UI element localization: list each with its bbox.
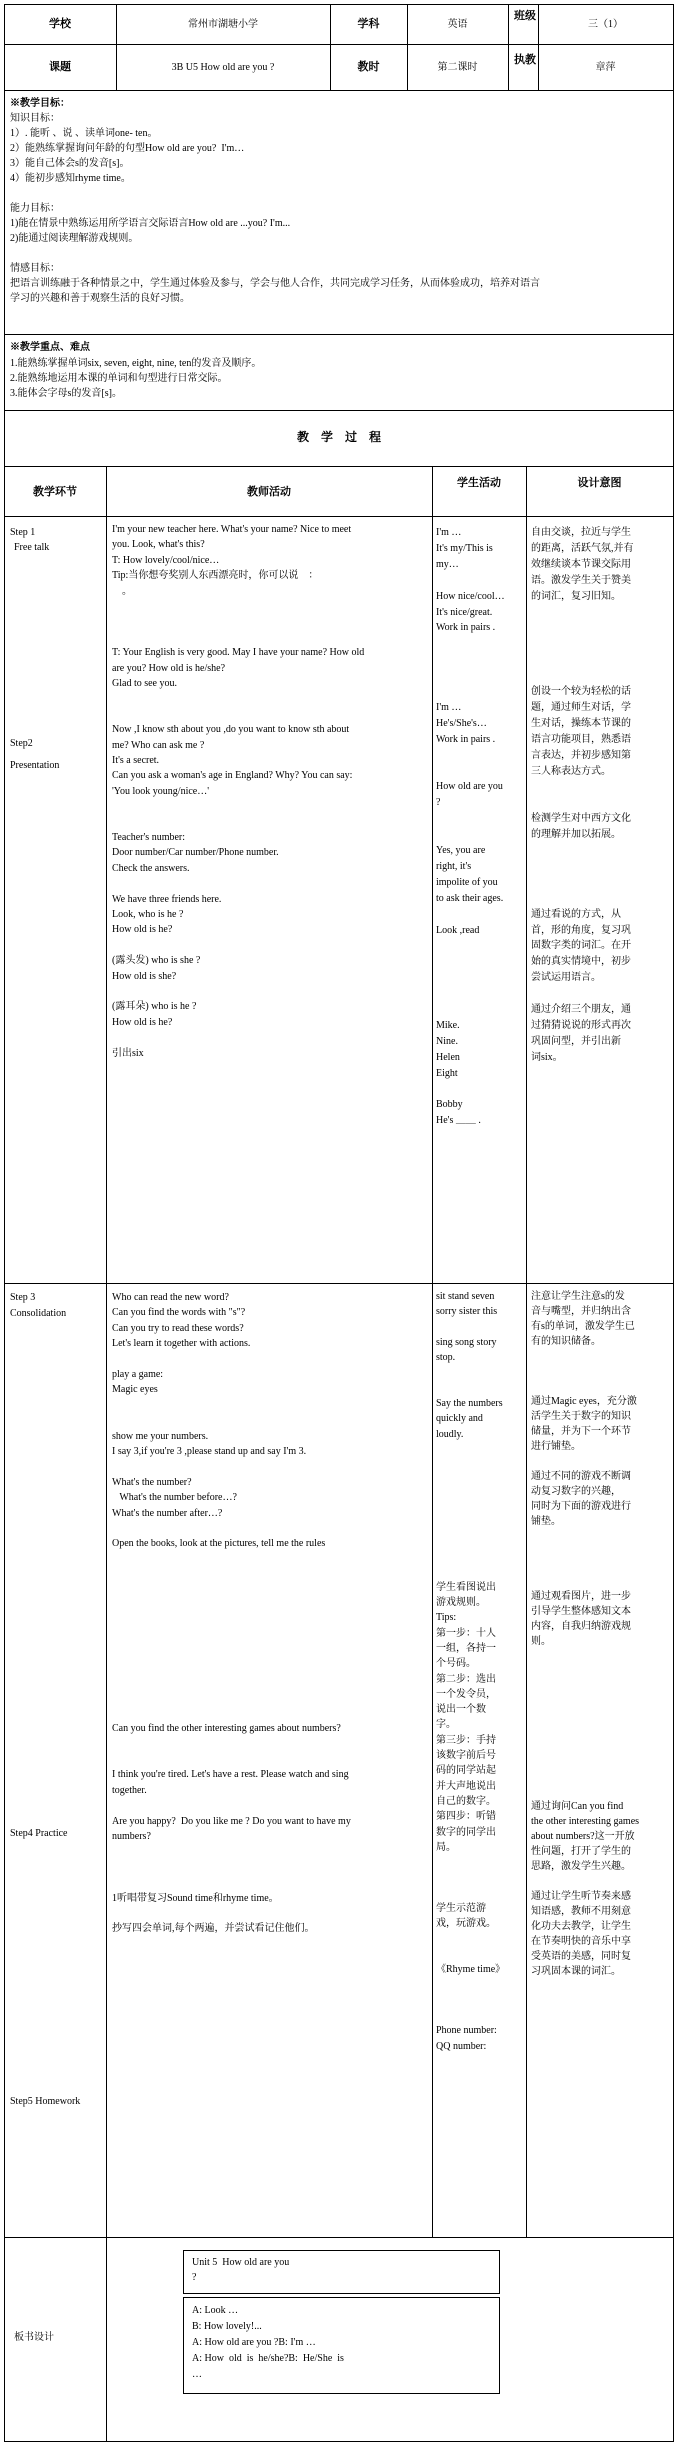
teacher-block1-line: you. Look, what's this? [112,539,205,551]
student-block2-line: 第四步：听错 [436,1811,496,1823]
topic-value: 3B U5 How old are you ? [171,62,275,73]
teacher-block1-line: me? Who can ask me ? [112,739,205,751]
process-title: 教 学 过 程 [296,430,381,444]
student-block2-line: 戏，玩游戏。 [436,1918,496,1930]
design-block1-line: 的距离，活跃气氛,并有 [531,542,634,554]
col-header-step: 教学环节 [33,486,77,498]
design-block1-line: 巩固问型，并引出新 [531,1035,621,1047]
student-block1-line: I'm … [436,701,462,713]
student-block1-line: my… [436,558,459,570]
design-block2-line: 动复习数字的兴趣， [531,1486,621,1497]
board-dialogue-line: B: How lovely!... [192,2321,262,2332]
topic-label: 课题 [49,61,71,73]
design-block2-line: 则。 [531,1636,551,1647]
step5-label: Step5 Homework [10,2096,81,2107]
teacher-block2-line: show me your numbers. [112,1430,209,1442]
teacher-block1-line: Door number/Car number/Phone number. [112,847,279,859]
design-block1-line: 的理解并加以拓展。 [531,829,621,841]
student-block2-line: 码的同学站起 [436,1765,496,1777]
teacher-block2-line: play a game: [112,1369,164,1380]
design-block1-line: 词six。 [531,1051,563,1063]
teacher-block2-line: I say 3,if you're 3 ,please stand up and say I'm 3. [112,1446,307,1457]
teacher-block1-line: I'm your new teacher here. What's your name? Nice to meet [112,524,352,535]
board-title-box [183,2250,500,2294]
teacher-block1-line: Check the answers. [112,862,190,874]
student-block1-line: It's nice/great. [436,606,493,618]
class-label: 班级 [514,10,536,22]
board-dialogue-line: A: How old is he/she?B: He/She is [192,2353,344,2364]
teacher-block2-line: I think you're tired. Let's have a rest. Please watch and sing [112,1769,349,1781]
goal-line: 1）. 能听 、说 、读单词one- ten。 [10,128,158,139]
teacher-block2-line: Open the books, look at the pictures, tell me the rules [112,1538,326,1550]
goal-line: 知识目标： [10,113,60,124]
student-block1-line: Helen [436,1051,460,1063]
student-block1-line: to ask their ages. [436,892,504,904]
teacher-block1-line: T: How lovely/cool/nice… [112,554,220,566]
key-point-line: 2.能熟练地运用本课的单词和句型进行日常交际。 [10,373,228,384]
student-block1-line: right, it's [436,860,472,872]
step4-label: Step4 Practice [10,1828,68,1839]
teacher-label: 执教 [514,54,536,66]
design-block2-line: 引导学生整体感知文本 [531,1606,631,1617]
student-block1-line: Look ,read [436,924,480,936]
goal-line: 把语言训练融于各种情景之中，学生通过体验及参与，学会与他人合作，共同完成学习任务，从而体验成功，培养对语言 [10,278,540,289]
student-block2-line: QQ number: [436,2040,487,2052]
goal-line: 2）能熟练掌握询问年龄的句型How old are you? I'm… [10,143,245,154]
teacher-block1-line: 'You look young/nice…' [112,785,210,797]
design-block2-line: 通过Magic eyes，充分激 [531,1396,637,1407]
teacher-block1-line: (露头发) who is she ? [112,955,201,967]
col-header-teacher: 教师活动 [247,486,291,498]
teacher-block1-line: Look, who is he ? [112,909,184,920]
design-block1-line: 首，形的角度，复习巩 [531,924,631,936]
design-block2-line: 音与嘴型，并归纳出含 [531,1306,631,1317]
student-block1-line: Eight [436,1067,458,1079]
period-value: 第二课时 [437,62,478,73]
design-block1-line: 自由交谈，拉近与学生 [531,527,631,538]
design-block2-line: about numbers?这一开放 [531,1831,635,1842]
design-block1-line: 生对话，操练本节课的 [531,717,631,729]
design-block1-line: 通过看说的方式，从 [531,908,621,920]
design-block2-line: 有的知识储备。 [531,1336,601,1347]
design-block2-line: 化功夫去教学，让学生 [531,1921,631,1932]
student-block2-line: 该数字前后号 [436,1750,496,1761]
teacher-block1-line: We have three friends here. [112,893,222,905]
student-block2-line: 游戏规则。 [436,1597,486,1608]
student-block2-line: sit stand seven [436,1291,495,1302]
student-block2-line: 并大声地说出 [436,1780,496,1792]
student-block1-line: Work in pairs . [436,622,496,634]
school-label: 学校 [49,18,71,30]
teacher-block2-line: What's the number before…? [112,1492,237,1504]
student-block2-line: quickly and [436,1413,483,1425]
design-block2-line: 进行铺垫。 [531,1441,581,1452]
teacher-block1-line: 。 [112,585,132,597]
design-block1-line: 始的真实情境中，初步 [531,956,631,968]
student-block2-line: 第三步：手持 [436,1734,496,1746]
design-block1-line: 言表达，并初步感知第 [531,749,631,761]
step1-label: Step 1 [10,527,36,538]
student-block2-line: loudly. [436,1428,464,1440]
teacher-block2-line: Can you find the words with "s"? [112,1307,246,1319]
student-block1-line: He's ＿＿ . [436,1115,481,1127]
student-block2-line: sorry sister this [436,1306,498,1318]
goals-title: ※教学目标： [10,98,70,109]
step2-label: Step2 [10,738,33,749]
design-block1-line: 语。激发学生关于赞美 [531,574,631,586]
student-block2-line: Say the numbers [436,1398,503,1410]
teacher-block1-line: Glad to see you. [112,678,177,689]
teacher-block1-line: are you? How old is he/she? [112,662,226,674]
student-block1-line: Work in pairs . [436,733,496,745]
student-block1-line: How old are you [436,781,503,793]
design-block1-line: 通过介绍三个朋友，通 [531,1004,631,1015]
student-block2-line: Phone number: [436,2025,497,2037]
key-point-line: 3.能体会字母s的发音[s]。 [10,388,122,399]
col-header-student: 学生活动 [457,477,501,489]
board-title-line: ? [192,2272,197,2283]
teacher-block1-line: Tip:当你想夸奖别人东西漂亮时，你可以说 ： [112,570,319,582]
design-block2-line: 活学生关于数字的知识 [531,1411,631,1422]
step3-name: Consolidation [10,1308,67,1319]
teacher-block1-line: How old is he? [112,924,173,936]
student-block1-line: How nice/cool… [436,590,505,602]
design-block2-line: 储量，并为下一个环节 [531,1426,631,1437]
student-block1-line: Nine. [436,1035,458,1047]
teacher-block2-line: together. [112,1784,147,1796]
teacher-block1-line: It's a secret. [112,755,160,766]
goal-line: 1)能在情景中熟练运用所学语言交际语言How old are ...you? I'm... [10,218,291,229]
student-block2-line: 个号码。 [436,1658,476,1670]
teacher-block2-line: Magic eyes [112,1384,158,1396]
student-block1-line: impolite of you [436,876,498,888]
step1-name: Free talk [14,542,50,553]
student-block1-line: ? [436,797,441,809]
step3-label: Step 3 [10,1292,36,1303]
student-block2-line: sing song story [436,1336,497,1348]
design-block2-line: 有s的单词，激发学生已 [531,1321,635,1332]
student-block2-line: stop. [436,1352,456,1364]
student-block1-line: It's my/This is [436,542,493,554]
design-block1-line: 过猜猜说说的形式再次 [531,1019,631,1031]
design-block2-line: 知语感，教师不用刻意 [531,1906,631,1917]
student-block1-line: Yes, you are [436,845,486,856]
student-block2-line: 说出一个数 [436,1704,486,1716]
period-label: 教时 [357,61,380,73]
class-value: 三（1） [588,19,623,30]
student-block2-line: 学生看图说出 [436,1581,496,1593]
goal-line: 能力目标： [10,203,60,214]
student-block2-line: 自己的数字。 [436,1795,496,1807]
design-block1-line: 效继续谈本节课交际用 [531,558,631,570]
design-block1-line: 检测学生对中西方文化 [531,813,631,825]
teacher-block1-line: How old is she? [112,970,177,982]
teacher-block2-line: Who can read the new word? [112,1292,229,1303]
teacher-block2-line: What's the number after…? [112,1507,223,1519]
goal-line: 情感目标： [10,263,60,274]
board-dialogue-line: A: How old are you ?B: I'm … [192,2337,316,2348]
teacher-block1-line: Can you ask a woman's age in England? Why? You can say: [112,770,353,782]
teacher-block2-line: 抄写四会单词,每个两遍，并尝试看记住他们。 [112,1923,315,1935]
design-block1-line: 固数字类的词汇。在开 [531,940,631,952]
design-block1-line: 创设一个较为轻松的话 [531,686,631,697]
student-block2-line: 第一步：十人 [436,1627,496,1639]
teacher-block1-line: How old is he? [112,1016,173,1028]
col-header-design: 设计意图 [577,477,622,489]
design-block1-line: 三人称表达方式。 [531,765,611,777]
board-label: 板书设计 [14,2332,54,2343]
teacher-block1-line: Teacher's number: [112,832,186,843]
design-block2-line: 思路，激发学生兴趣。 [531,1861,631,1872]
board-dialogue-box [183,2297,500,2394]
teacher-block2-line: What's the number? [112,1476,192,1488]
teacher-block1-line: (露耳朵) who is he ? [112,1001,197,1013]
board-dialogue-line: A: Look … [192,2305,239,2316]
design-block1-line: 尝试运用语言。 [531,972,601,984]
teacher-block2-line: Can you find the other interesting games about numbers? [112,1723,341,1735]
goal-line: 3）能自己体会s的发音[s]。 [10,158,130,169]
design-block2-line: 铺垫。 [531,1516,561,1527]
design-block1-line: 题，通过师生对话，学 [531,701,631,713]
goal-line: 4）能初步感知rhyme time。 [10,173,131,184]
design-block2-line: 通过观看图片，进一步 [531,1591,631,1602]
teacher-block2-line: Let's learn it together with actions. [112,1338,251,1350]
student-block2-line: 数字的同学出 [436,1826,496,1838]
teacher-value: 章萍 [595,62,616,73]
student-block2-line: Tips: [436,1612,457,1624]
design-block2-line: 注意让学生注意s的发 [531,1291,625,1302]
student-block2-line: 第二步：选出 [436,1673,496,1685]
subject-label: 学科 [357,18,380,30]
school-value: 常州市湖塘小学 [188,19,258,30]
board-dialogue-line: … [192,2369,202,2380]
key-points-title: ※教学重点、难点 [10,342,90,353]
subject-value: 英语 [447,19,468,30]
design-block2-line: 性问题，打开了学生的 [531,1846,631,1857]
design-block2-line: 同时为下面的游戏进行 [531,1501,631,1512]
design-block2-line: 内容，自我归纳游戏规 [531,1621,631,1632]
student-block1-line: He's/She's… [436,717,487,729]
teacher-block2-line: numbers? [112,1831,151,1842]
student-block1-line: I'm … [436,527,462,538]
student-block1-line: Bobby [436,1099,463,1111]
student-block2-line: 局。 [436,1841,456,1853]
teacher-block2-line: Can you try to read these words? [112,1322,244,1334]
student-block1-line: Mike. [436,1019,460,1031]
teacher-block1-line: Now ,I know sth about you ,do you want to know sth about [112,724,350,736]
key-point-line: 1.能熟练掌握单词six, seven, eight, nine, ten的发音及顺序。 [10,358,262,369]
design-block2-line: 习巩固本课的词汇。 [531,1966,621,1977]
student-block2-line: 《Rhyme time》 [436,1964,506,1976]
student-block2-line: 一组，各持一 [436,1642,496,1654]
design-block2-line: 受英语的美感，同时复 [531,1951,631,1962]
student-block2-line: 字。 [436,1719,456,1731]
design-block2-line: 通过让学生听节奏来感 [531,1891,631,1902]
teacher-block2-line: Are you happy? Do you like me ? Do you want to have my [112,1815,351,1827]
teacher-block1-line: T: Your English is very good. May I have your name? How old [112,647,365,659]
step2-name: Presentation [10,760,60,771]
design-block2-line: 通过询问Can you find [531,1801,624,1812]
board-title-line: Unit 5 How old are you [192,2257,290,2268]
goal-line: 学习的兴趣和善于观察生活的良好习惯。 [10,293,190,304]
design-block2-line: the other interesting games [531,1816,640,1827]
goal-line: 2)能通过阅读理解游戏规则。 [10,233,139,244]
teacher-block2-line: 1听唱带复习Sound time和rhyme time。 [112,1892,279,1904]
teacher-block1-line: 引出six [112,1047,144,1059]
design-block2-line: 在节奏明快的音乐中享 [531,1936,631,1947]
design-block1-line: 的词汇，复习旧知。 [531,590,621,602]
student-block2-line: 学生示范游 [436,1903,486,1914]
design-block2-line: 通过不同的游戏不断调 [531,1471,631,1482]
design-block1-line: 语言功能项目，熟悉语 [531,733,631,745]
student-block2-line: 一个发令员， [436,1688,496,1700]
